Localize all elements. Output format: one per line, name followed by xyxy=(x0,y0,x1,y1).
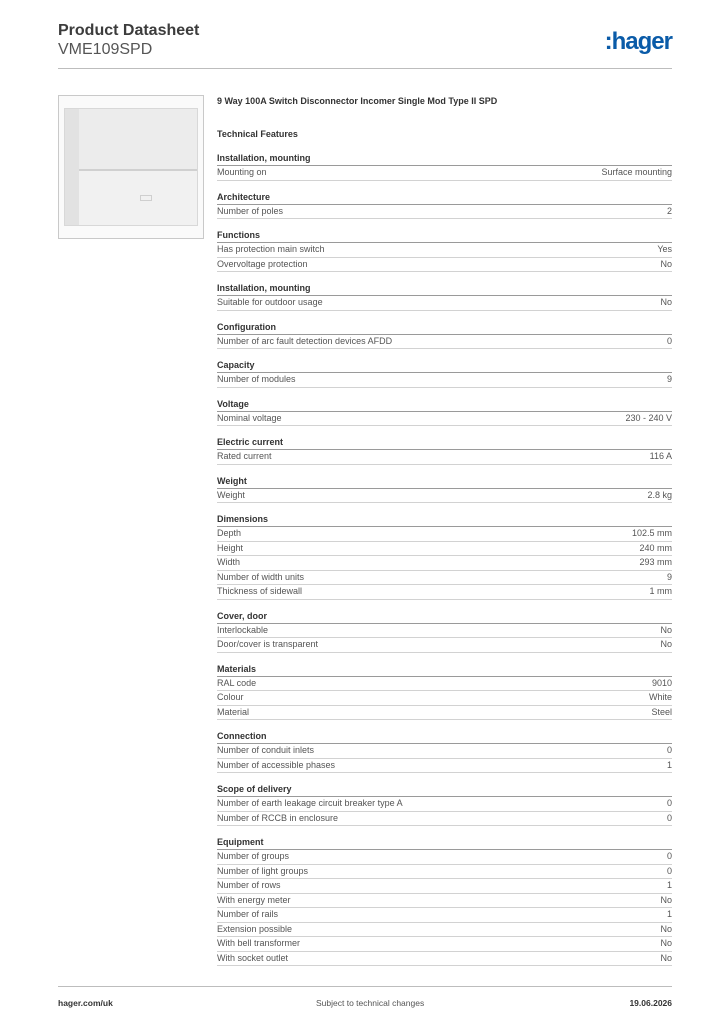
feature-value: 116 A xyxy=(649,451,672,461)
group-title: Functions xyxy=(217,229,672,243)
feature-row xyxy=(217,412,672,427)
feature-value: No xyxy=(660,894,672,905)
feature-row xyxy=(217,296,672,311)
group-title: Scope of delivery xyxy=(217,783,672,797)
feature-label: Number of light groups xyxy=(217,865,309,876)
feature-label: Depth xyxy=(217,528,242,538)
feature-label: Height xyxy=(217,542,244,553)
feature-label: Suitable for outdoor usage xyxy=(217,297,323,307)
feature-row xyxy=(217,638,672,653)
enclosure-illustration xyxy=(64,108,198,226)
feature-label: Material xyxy=(217,706,250,717)
feature-label: Number of rails xyxy=(217,909,279,919)
feature-row xyxy=(217,706,672,721)
feature-value: No xyxy=(660,258,672,269)
feature-label: Thickness of sidewall xyxy=(217,586,303,596)
feature-value: 1 xyxy=(666,759,672,770)
feature-label: With socket outlet xyxy=(217,952,289,963)
footer-divider xyxy=(58,986,672,987)
feature-group xyxy=(217,282,672,311)
feature-value: 0 xyxy=(666,335,672,346)
feature-group xyxy=(217,663,672,721)
feature-label: Number of accessible phases xyxy=(217,759,336,770)
feature-value: No xyxy=(660,624,672,635)
feature-label: Number of earth leakage circuit breaker type A xyxy=(217,798,403,808)
feature-label: Door/cover is transparent xyxy=(217,639,319,649)
feature-group xyxy=(217,191,672,220)
feature-row xyxy=(217,952,672,967)
group-title: Architecture xyxy=(217,191,672,205)
group-title: Electric current xyxy=(217,436,672,450)
feature-label: Weight xyxy=(217,489,245,500)
feature-group xyxy=(217,475,672,504)
feature-row xyxy=(217,585,672,600)
product-image xyxy=(58,95,204,239)
feature-label: With bell transformer xyxy=(217,938,301,948)
feature-value: 102.5 mm xyxy=(631,528,672,538)
document-title: Product Datasheet xyxy=(58,22,200,39)
feature-label: Colour xyxy=(217,692,244,702)
feature-row xyxy=(217,908,672,923)
feature-group xyxy=(217,836,672,966)
group-title: Installation, mounting xyxy=(217,152,672,166)
footer-notice: Subject to technical changes xyxy=(316,998,425,1008)
group-title: Capacity xyxy=(217,359,672,373)
feature-row xyxy=(217,759,672,774)
feature-value: 293 mm xyxy=(639,557,672,567)
group-title: Equipment xyxy=(217,836,672,850)
feature-value: 0 xyxy=(666,745,672,755)
technical-features-heading: Technical Features xyxy=(217,129,298,139)
feature-label: Number of arc fault detection devices AFDD xyxy=(217,335,393,346)
feature-row xyxy=(217,489,672,504)
group-title: Installation, mounting xyxy=(217,282,672,296)
feature-label: Number of groups xyxy=(217,851,290,861)
page-header xyxy=(58,22,672,70)
feature-label: Number of RCCB in enclosure xyxy=(217,812,339,823)
feature-label: Number of width units xyxy=(217,571,305,582)
feature-row xyxy=(217,923,672,938)
feature-row xyxy=(217,205,672,220)
feature-row xyxy=(217,744,672,759)
feature-label: Extension possible xyxy=(217,923,293,934)
feature-group xyxy=(217,513,672,600)
feature-group xyxy=(217,152,672,181)
technical-content xyxy=(217,95,672,976)
feature-row xyxy=(217,258,672,273)
feature-row xyxy=(217,556,672,571)
feature-row xyxy=(217,624,672,639)
feature-value: No xyxy=(660,639,672,649)
feature-row xyxy=(217,691,672,706)
feature-group xyxy=(217,436,672,465)
header-divider xyxy=(58,68,672,69)
feature-label: Rated current xyxy=(217,451,272,461)
feature-row xyxy=(217,542,672,557)
feature-label: Interlockable xyxy=(217,624,269,635)
feature-value: 240 mm xyxy=(639,542,672,553)
feature-row xyxy=(217,677,672,692)
feature-label: Mounting on xyxy=(217,167,267,177)
feature-label: Has protection main switch xyxy=(217,244,325,254)
feature-group xyxy=(217,229,672,272)
feature-value: No xyxy=(660,297,672,307)
feature-label: Width xyxy=(217,557,241,567)
feature-value: 0 xyxy=(666,812,672,823)
feature-value: 230 - 240 V xyxy=(625,412,672,423)
feature-label: Number of poles xyxy=(217,205,284,216)
feature-label: RAL code xyxy=(217,677,257,688)
feature-row xyxy=(217,527,672,542)
group-title: Weight xyxy=(217,475,672,489)
feature-value: Steel xyxy=(651,706,672,717)
footer-website: hager.com/uk xyxy=(58,998,113,1008)
group-title: Configuration xyxy=(217,321,672,335)
group-title: Dimensions xyxy=(217,513,672,527)
product-code: VME109SPD xyxy=(58,41,153,58)
feature-value: Surface mounting xyxy=(601,167,672,177)
feature-label: Number of rows xyxy=(217,880,281,890)
feature-group xyxy=(217,610,672,653)
feature-value: 0 xyxy=(666,851,672,861)
feature-value: No xyxy=(660,938,672,948)
group-title: Voltage xyxy=(217,398,672,412)
feature-label: Number of modules xyxy=(217,374,296,384)
hager-logo: :hager xyxy=(604,28,672,55)
feature-value: 0 xyxy=(666,865,672,876)
feature-label: Overvoltage protection xyxy=(217,258,308,269)
group-title: Materials xyxy=(217,663,672,677)
group-title: Connection xyxy=(217,730,672,744)
feature-group xyxy=(217,321,672,350)
feature-row xyxy=(217,335,672,350)
feature-value: 2 xyxy=(666,205,672,216)
feature-value: 1 xyxy=(666,909,672,919)
feature-label: Number of conduit inlets xyxy=(217,745,315,755)
feature-row xyxy=(217,373,672,388)
feature-group xyxy=(217,730,672,773)
feature-value: 9 xyxy=(666,571,672,582)
feature-value: 1 xyxy=(666,880,672,890)
feature-group xyxy=(217,359,672,388)
feature-value: 2.8 kg xyxy=(647,489,672,500)
feature-group xyxy=(217,398,672,427)
feature-row xyxy=(217,865,672,880)
feature-row xyxy=(217,243,672,258)
feature-row xyxy=(217,797,672,812)
feature-value: No xyxy=(660,923,672,934)
feature-value: Yes xyxy=(657,244,672,254)
feature-value: 0 xyxy=(666,798,672,808)
feature-row xyxy=(217,937,672,952)
feature-value: 1 mm xyxy=(649,586,672,596)
feature-row xyxy=(217,812,672,827)
feature-value: No xyxy=(660,952,672,963)
feature-value: 9010 xyxy=(651,677,672,688)
feature-row xyxy=(217,850,672,865)
feature-row xyxy=(217,571,672,586)
feature-value: White xyxy=(648,692,672,702)
feature-label: Nominal voltage xyxy=(217,412,282,423)
feature-row xyxy=(217,166,672,181)
feature-groups xyxy=(217,152,672,966)
footer-date: 19.06.2026 xyxy=(629,998,672,1008)
feature-row xyxy=(217,450,672,465)
feature-group xyxy=(217,783,672,826)
feature-row xyxy=(217,894,672,909)
feature-label: With energy meter xyxy=(217,894,291,905)
group-title: Cover, door xyxy=(217,610,672,624)
product-name: 9 Way 100A Switch Disconnector Incomer Single Mod Type II SPD xyxy=(217,96,498,106)
feature-row xyxy=(217,879,672,894)
feature-value: 9 xyxy=(666,374,672,384)
